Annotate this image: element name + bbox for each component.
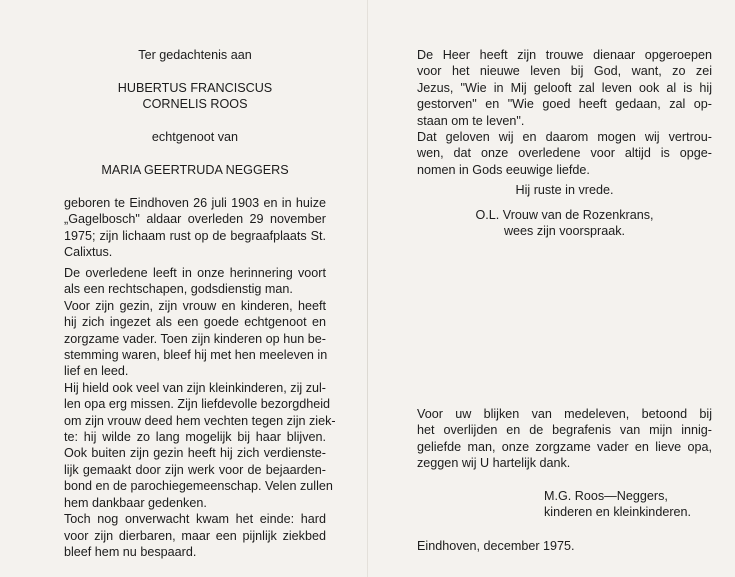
prayer-line: wees zijn voorspraak. bbox=[503, 224, 626, 239]
memory-line: Voor zijn gezin, zijn vrouw en kinderen, heeft bbox=[64, 298, 326, 313]
memory-line: Ook buiten zijn gezin heeft hij zich verdienste- bbox=[64, 446, 326, 461]
memory-line: bond en de parochiegemeenschap. Velen zullen bbox=[64, 479, 333, 494]
signature-line: kinderen en kleinkinderen. bbox=[544, 505, 692, 520]
faith-line: voor het nieuwe leven bij God, want, zo zei bbox=[417, 64, 712, 79]
intro-text: Ter gedachtenis aan bbox=[138, 48, 252, 62]
thanks-text bbox=[417, 406, 712, 472]
faith-line: wen, dat onze overledene voor altijd is opge- bbox=[417, 146, 712, 161]
memory-line: Toch nog onverwacht kwam het einde: hard bbox=[64, 512, 326, 527]
thanks-line: geliefde man, onze zorgzame vader en lieve opa, bbox=[417, 439, 712, 454]
memory-line: len opa erg missen. Zijn liefdevolle bezorgdheid bbox=[64, 397, 331, 412]
thanks-line: het overlijden en de begrafenis van mijn innig- bbox=[417, 423, 712, 438]
deceased-name bbox=[64, 80, 326, 113]
memory-line: hij zich ingezet als een goede echtgenoot en bbox=[64, 315, 326, 330]
spouse-name: MARIA GEERTRUDA NEGGERS bbox=[101, 163, 289, 177]
faith-line: Jezus, "Wie in Mij gelooft zal leven ook al is hij bbox=[417, 80, 712, 95]
bio-line: geboren te Eindhoven 26 juli 1903 en in huize bbox=[64, 196, 326, 210]
faith-line: nomen in Gods eeuwige liefde. bbox=[417, 162, 590, 177]
memory-line: Hij hield ook veel van zijn kleinkinderen, zij zul- bbox=[64, 380, 326, 395]
memory-text bbox=[64, 265, 336, 560]
signature-line: M.G. Roos—Neggers, bbox=[544, 489, 668, 503]
bio-line: 1975; zijn lichaam rust op de begraafplaats St. bbox=[64, 228, 326, 243]
prayer-line: O.L. Vrouw van de Rozenkrans, bbox=[475, 208, 654, 222]
faith-line: Dat geloven wij en daarom mogen wij vertrou- bbox=[417, 130, 712, 145]
faith-line: De Heer heeft zijn trouwe dienaar opgeroepen bbox=[417, 48, 712, 62]
memory-line: lief en leed. bbox=[64, 364, 129, 379]
place-date: Eindhoven, december 1975. bbox=[417, 539, 575, 553]
memory-line: zorgzame vader. Toen zijn kinderen op hun be- bbox=[64, 331, 326, 346]
thanks-line: Voor uw blijken van medeleven, betoond bij bbox=[417, 407, 712, 421]
faith-text bbox=[417, 47, 712, 178]
prayer bbox=[417, 207, 712, 240]
memory-line: hem dankbaar gedenken. bbox=[64, 495, 207, 510]
faith-line: gestorven" en "Wie goed heeft gedaan, zal op- bbox=[417, 97, 712, 112]
memory-line: De overledene leeft in onze herinnering voort bbox=[64, 266, 326, 280]
memory-line: stemming waren, bleef hij met hen meeleven in bbox=[64, 348, 328, 363]
memory-line: lijk gemaakt door zijn werk voor de bejaarden- bbox=[64, 462, 326, 477]
signature bbox=[544, 488, 691, 521]
biography bbox=[64, 195, 326, 261]
memory-line: om zijn vrouw deed hem vechten tegen zijn ziek- bbox=[64, 413, 336, 428]
memory-line: als een rechtschapen, godsdienstig man. bbox=[64, 282, 293, 297]
relation-text: echtgenoot van bbox=[151, 130, 239, 144]
card-fold bbox=[367, 0, 368, 577]
bio-line: „Gagelbosch" aldaar overleden 29 november bbox=[64, 212, 326, 227]
thanks-line: zeggen wij U hartelijk dank. bbox=[417, 456, 571, 471]
bio-line: Calixtus. bbox=[64, 245, 113, 260]
memory-line: bleef hem nu bespaard. bbox=[64, 544, 197, 559]
memory-line: te: hij wilde zo lang mogelijk bij haar blijven. bbox=[64, 430, 326, 445]
memory-line: voor zijn dierbaren, maar een pijnlijk ziekbed bbox=[64, 528, 326, 543]
faith-line: staan om te leven". bbox=[417, 113, 525, 128]
name-line: HUBERTUS FRANCISCUS bbox=[117, 81, 273, 95]
name-line: CORNELIS ROOS bbox=[142, 97, 248, 112]
rest-in-peace: Hij ruste in vrede. bbox=[515, 183, 614, 197]
